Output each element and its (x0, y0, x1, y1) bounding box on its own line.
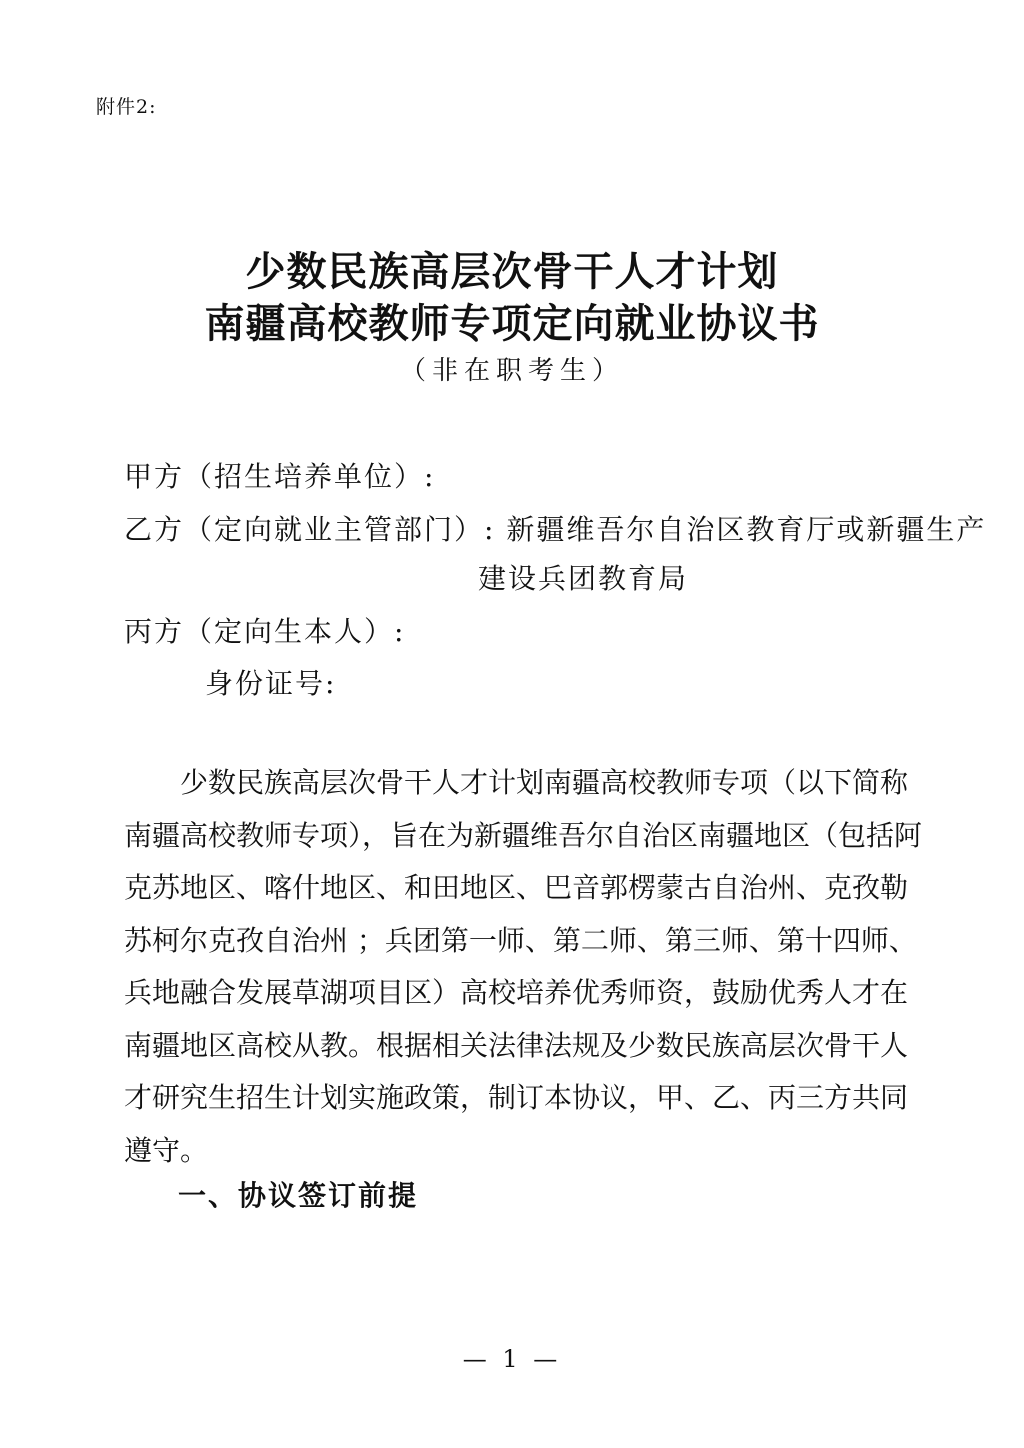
section-heading-1: 一、协议签订前提 (178, 1179, 419, 1212)
paragraph-line: 才研究生招生计划实施政策，制订本协议，甲、乙、丙三方共同 (124, 1081, 909, 1114)
party-b-line-1: 乙方（定向就业主管部门）: 新疆维吾尔自治区教育厅或新疆生产 (124, 513, 987, 546)
party-c-label: 丙方（定向生本人）: (124, 615, 406, 648)
document-title-line-1: 少数民族高层次骨干人才计划 (245, 249, 779, 295)
intro-paragraph (124, 757, 923, 1177)
paragraph-line: 少数民族高层次骨干人才计划南疆高校教师专项（以下简称 (180, 766, 909, 799)
paragraph-line: 南疆地区高校从教。根据相关法律法规及少数民族高层次骨干人 (124, 1028, 909, 1062)
party-a-label: 甲方（招生培养单位）: (124, 460, 436, 493)
page-number: — 1 — (462, 1345, 562, 1373)
paragraph-line: 兵地融合发展草湖项目区）高校培养优秀师资，鼓励优秀人才在 (124, 976, 909, 1009)
paragraph-line: 南疆高校教师专项），旨在为新疆维吾尔自治区南疆地区（包括阿 (124, 818, 923, 852)
party-b-line-2: 建设兵团教育局 (478, 562, 689, 595)
paragraph-line: 遵守。 (124, 1133, 209, 1167)
id-number-label: 身份证号: (205, 667, 337, 700)
document-subtitle: （非在职考生） (399, 356, 624, 386)
paragraph-line: 克苏地区、喀什地区、和田地区、巴音郭楞蒙古自治州、克孜勒 (124, 871, 909, 904)
document-title-line-2: 南疆高校教师专项定向就业协议书 (204, 301, 820, 347)
paragraph-line: 苏柯尔克孜自治州 ；兵团第一师、第二师、第三师、第十四师、 (124, 923, 917, 957)
attachment-label: 附件2: (96, 96, 157, 118)
